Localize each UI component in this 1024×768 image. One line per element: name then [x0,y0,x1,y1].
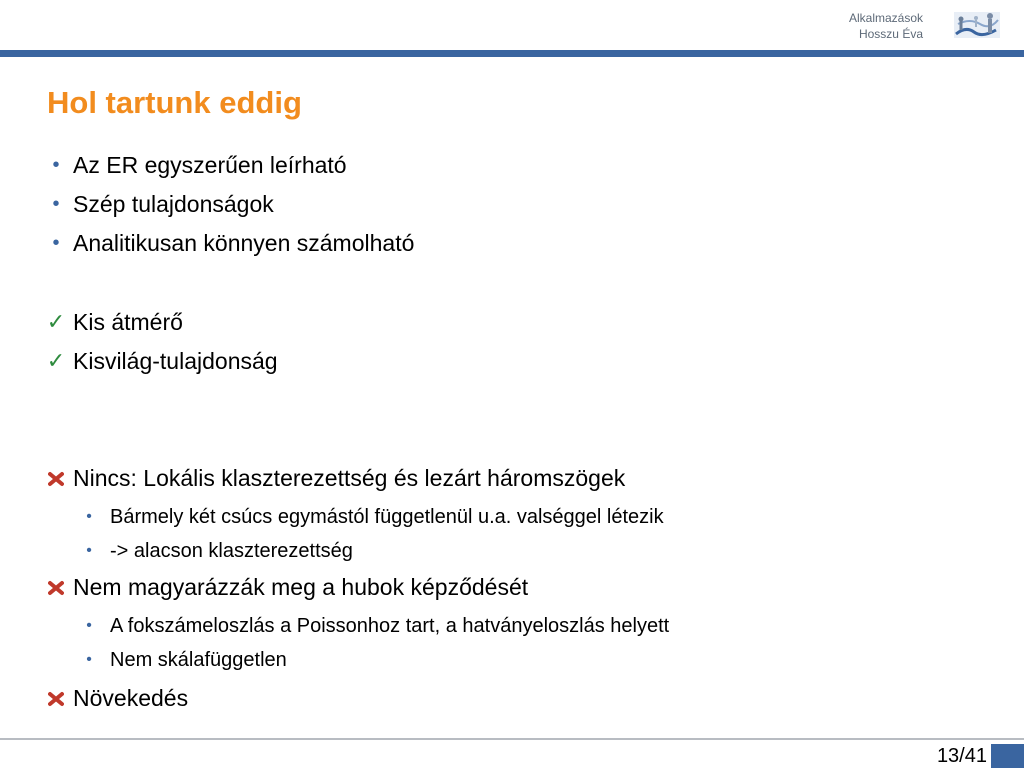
bullet-icon: • [86,508,92,525]
checkmark-icon: ✓ [46,348,66,373]
slide-title: Hol tartunk eddig [47,85,302,120]
bullet-icon: • [86,617,92,634]
list-item-text: Szép tulajdonságok [73,191,274,217]
cross-icon [48,691,64,707]
bullet-icon: • [52,154,60,176]
cross-item-text: Nem magyarázzák meg a hubok képződését [73,574,529,600]
sub-item-text: A fokszámeloszlás a Poissonhoz tart, a hatványeloszlás helyett [110,615,670,637]
check-item-text: Kis átmérő [73,309,183,335]
page-number: 13/41 [936,745,987,767]
footer-divider [0,738,1024,740]
bullet-icon: • [86,542,92,559]
cross-icon [48,580,64,596]
bullet-icon: • [52,232,60,254]
checkmark-icon: ✓ [46,309,66,334]
network-figure-logo-icon [952,4,1002,44]
list-item-text: Analitikusan könnyen számolható [73,230,415,256]
sub-item-text: -> alacson klaszterezettség [110,540,353,562]
header-author: Hosszu Éva [858,27,923,41]
check-item-text: Kisvilág-tulajdonság [73,348,278,374]
list-item-text: Az ER egyszerűen leírható [73,152,347,178]
cross-icon [48,471,64,487]
cross-item-text: Nincs: Lokális klaszterezettség és lezárt háromszögek [73,465,626,491]
cross-item-text: Növekedés [73,685,189,711]
footer-accent-bar [991,744,1024,768]
sub-item-text: Nem skálafüggetlen [110,649,287,671]
bullet-icon: • [86,651,92,668]
header-course: Alkalmazások [848,11,923,25]
sub-item-text: Bármely két csúcs egymástól függetlenül u.a. valséggel létezik [110,506,664,528]
bullet-icon: • [52,193,60,215]
header-info [849,10,923,42]
header-bar [0,50,1024,57]
